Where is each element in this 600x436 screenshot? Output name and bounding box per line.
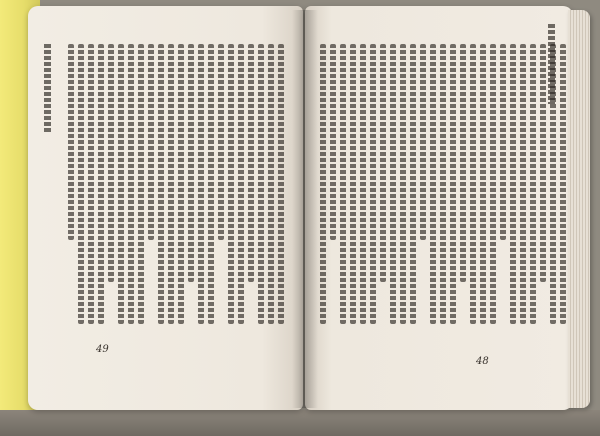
- text-column: [330, 44, 336, 240]
- text-column: [148, 44, 154, 240]
- text-column: [228, 44, 234, 324]
- text-column: [520, 44, 526, 324]
- text-column: [198, 44, 204, 324]
- text-column: [168, 44, 174, 324]
- book-gutter: [292, 10, 318, 408]
- text-column: [208, 44, 214, 324]
- text-column: [68, 44, 74, 240]
- text-column: [490, 44, 496, 324]
- text-column: [560, 44, 566, 324]
- text-column: [440, 44, 446, 324]
- text-column: [400, 44, 406, 324]
- text-column: [218, 44, 224, 240]
- text-column: [540, 44, 546, 282]
- text-column: [350, 44, 356, 324]
- running-header: [44, 44, 51, 134]
- text-column: [430, 44, 436, 324]
- text-column: [510, 44, 516, 324]
- text-column: [460, 44, 466, 282]
- table-surface: [0, 410, 600, 436]
- right-page-text-columns: [318, 44, 566, 324]
- text-column: [268, 44, 274, 324]
- text-column: [390, 44, 396, 324]
- running-header: [548, 24, 555, 104]
- text-column: [108, 44, 114, 282]
- text-column: [370, 44, 376, 324]
- text-column: [158, 44, 164, 324]
- text-column: [138, 44, 144, 324]
- text-column: [320, 44, 326, 324]
- text-column: [470, 44, 476, 324]
- text-column: [360, 44, 366, 324]
- right-page-number: 48: [476, 356, 489, 367]
- text-column: [98, 44, 104, 324]
- page-edges: [568, 10, 590, 408]
- text-column: [88, 44, 94, 324]
- text-column: [530, 44, 536, 324]
- text-column: [118, 44, 124, 324]
- text-column: [340, 44, 346, 324]
- text-column: [480, 44, 486, 324]
- left-page-number: 49: [96, 344, 109, 355]
- text-column: [500, 44, 506, 240]
- text-column: [128, 44, 134, 324]
- text-column: [178, 44, 184, 324]
- text-column: [78, 44, 84, 324]
- text-column: [420, 44, 426, 240]
- text-column: [258, 44, 264, 324]
- text-column: [380, 44, 386, 282]
- text-column: [238, 44, 244, 324]
- text-column: [188, 44, 194, 282]
- text-column: [410, 44, 416, 324]
- left-page-text-columns: [66, 44, 284, 324]
- text-column: [278, 44, 284, 324]
- text-column: [450, 44, 456, 324]
- text-column: [248, 44, 254, 282]
